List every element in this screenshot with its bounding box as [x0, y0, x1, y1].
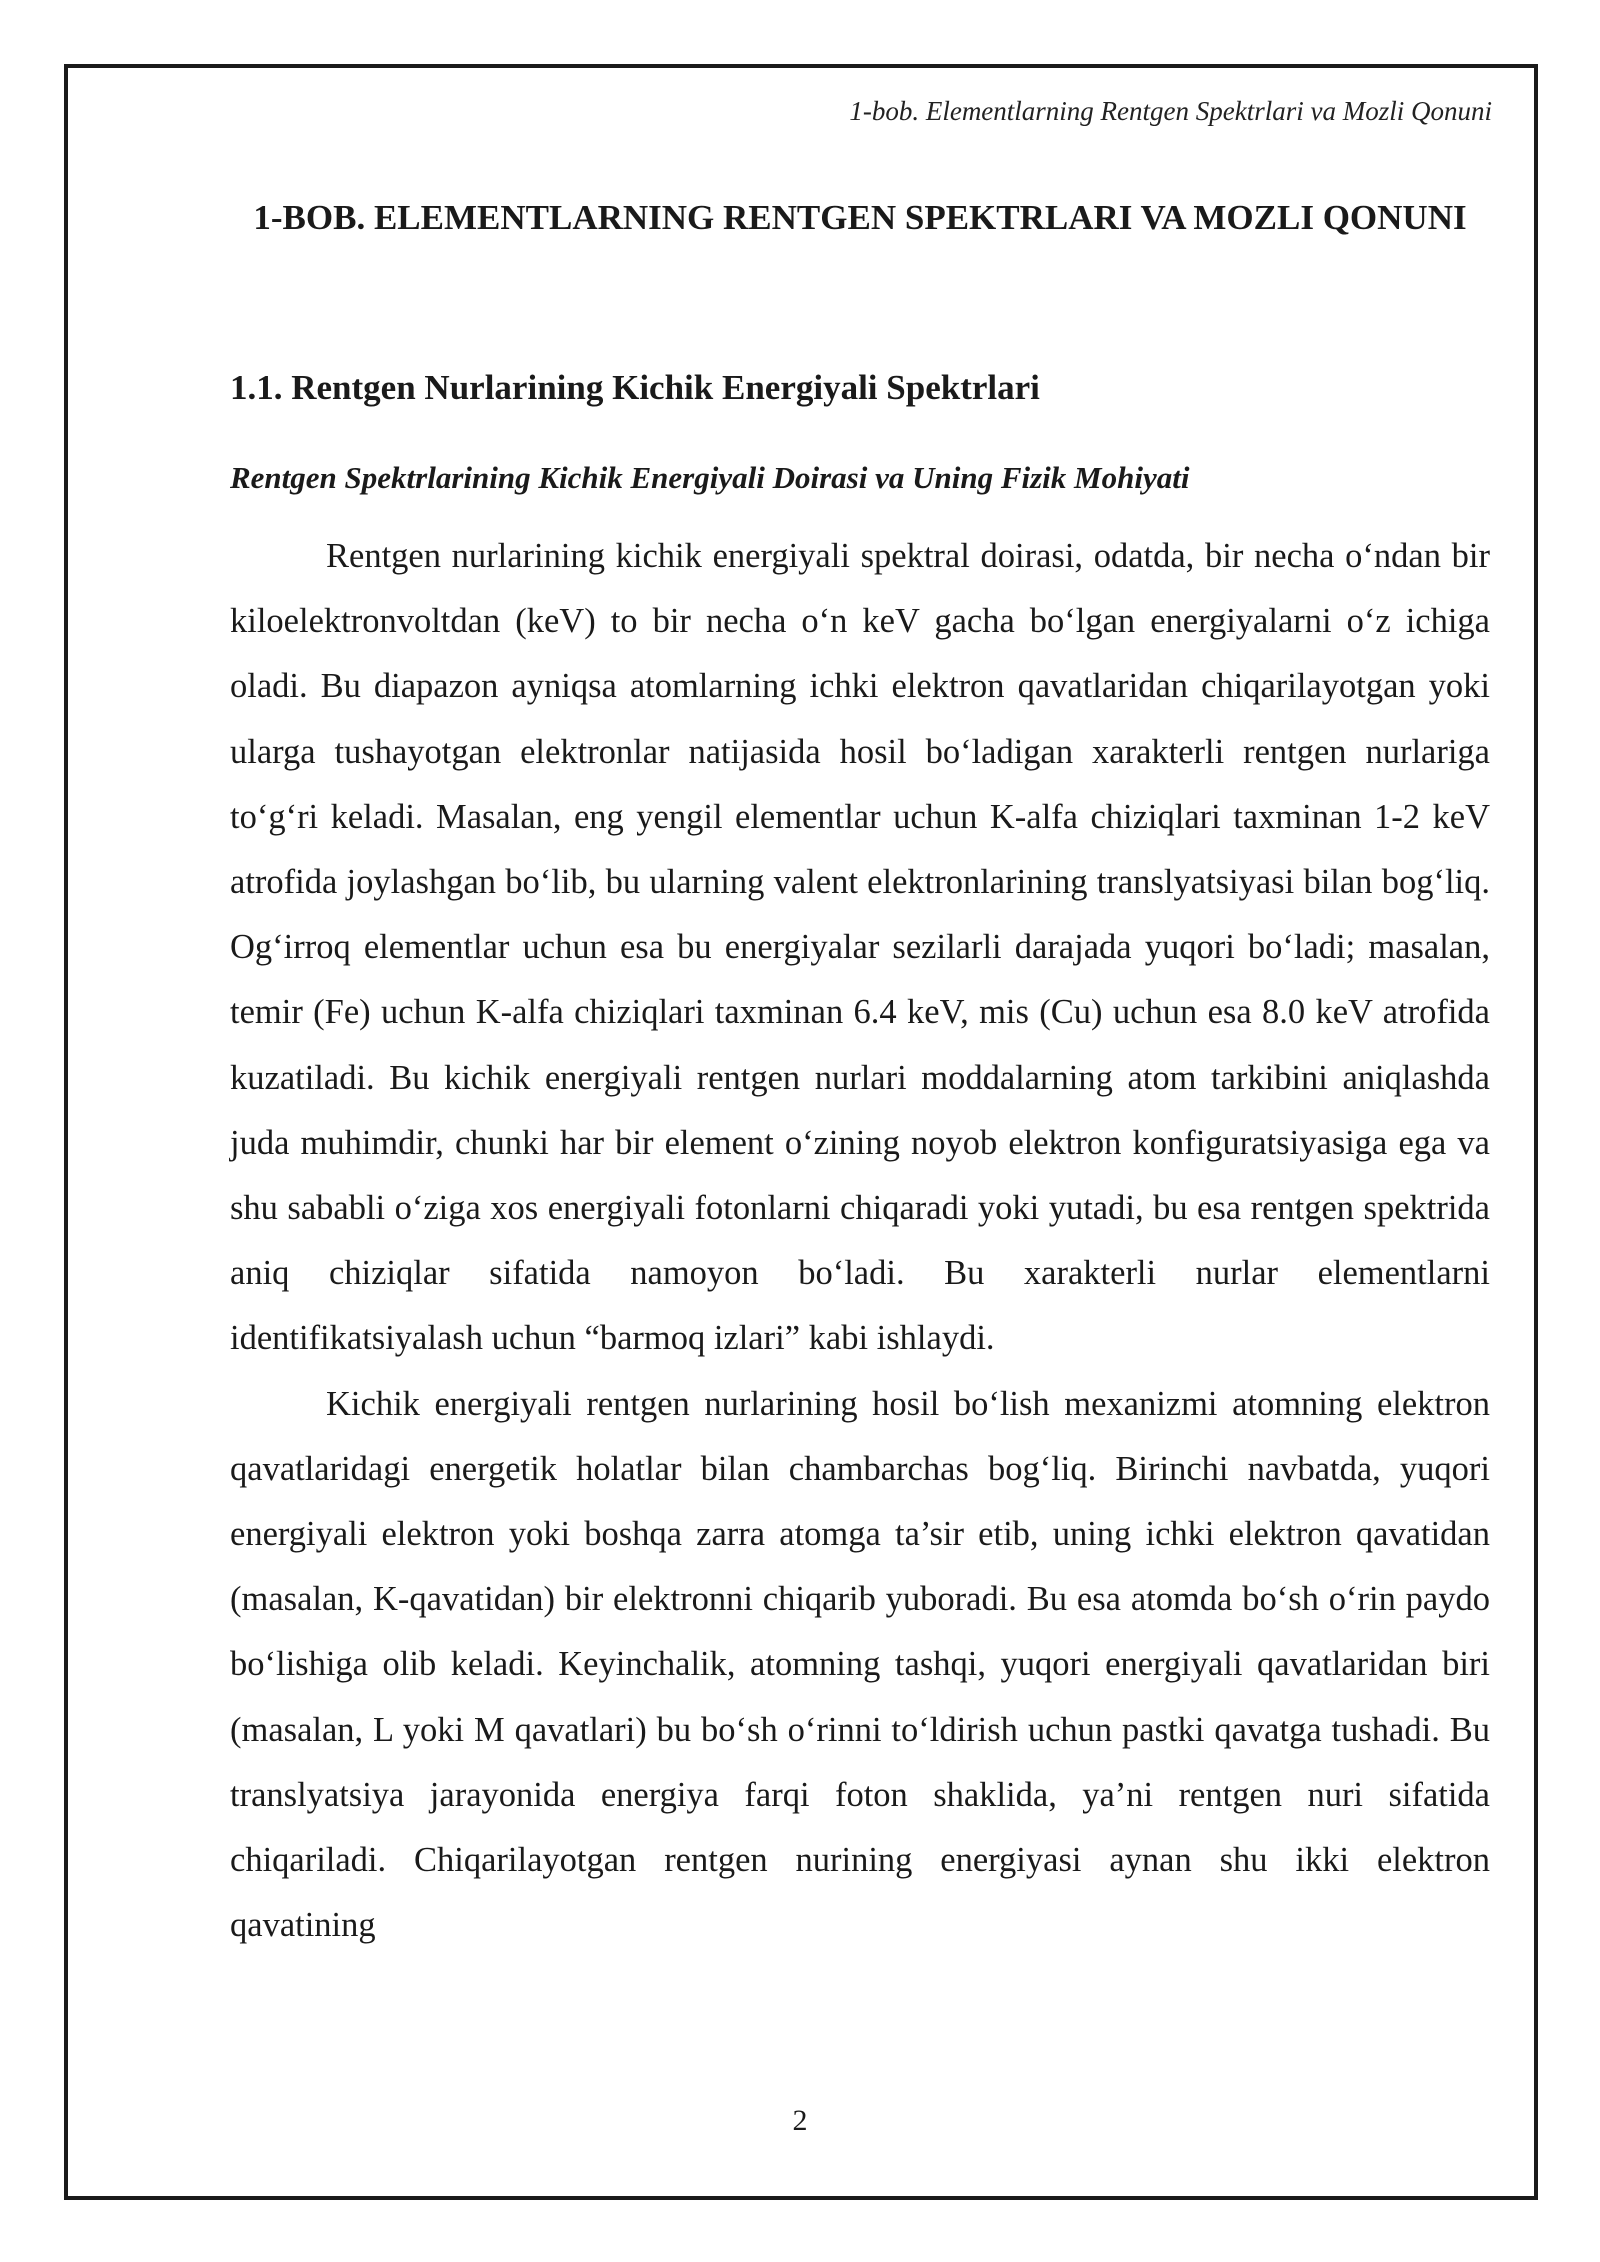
section-title: 1.1. Rentgen Nurlarining Kichik Energiyali Spektrlari	[230, 368, 1040, 407]
page-number: 2	[792, 2104, 808, 2137]
paragraph: Kichik energiyali rentgen nurlarining hosil bo‘lish mexanizmi atomning elektron qavatlaridagi energetik holatlar bilan chambarchas bog‘liq. Birinchi navbatda, yuqori energiyali elektron yoki boshqa zarra atomga ta’sir etib, uning ichki elektron qavatidan (masalan, K-qavatidan) bir elektronni chiqarib yuboradi. Bu esa atomda bo‘sh o‘rin paydo bo‘lishiga olib keladi. Keyinchalik, atomning tashqi, yuqori energiyali qavatlaridan biri (masalan, L yoki M qavatlari) bu bo‘sh o‘rinni to‘ldirish uchun pastki qavatga tushadi. Bu translyatsiya jarayonida energiya farqi foton shaklida, ya’ni rentgen nuri sifatida chiqariladi. Chiqarilayotgan rentgen nurining energiyasi aynan shu ikki elektron qavatining	[230, 1384, 1490, 1945]
paragraph: Rentgen nurlarining kichik energiyali spektral doirasi, odatda, bir necha o‘ndan bir kiloelektronvoltdan (keV) to bir necha o‘n keV gacha bo‘lgan energiyalarni o‘z ichiga oladi. Bu diapazon ayniqsa atomlarning ichki elektron qavatlaridan chiqarilayotgan yoki ularga tushayotgan elektronlar natijasida hosil bo‘ladigan xarakterli rentgen nurlariga to‘g‘ri keladi. Masalan, eng yengil elementlar uchun K-alfa chiziqlari taxminan 1-2 keV atrofida joylashgan bo‘lib, bu ularning valent elektronlarining translyatsiyasi bilan bog‘liq. Og‘irroq elementlar uchun esa bu energiyalar sezilarli darajada yuqori bo‘ladi; masalan, temir (Fe) uchun K-alfa chiziqlari taxminan 6.4 keV, mis (Cu) uchun esa 8.0 keV atrofida kuzatiladi. Bu kichik energiyali rentgen nurlari moddalarning atom tarkibini aniqlashda juda muhimdir, chunki har bir element o‘zining noyob elektron konfiguratsiyasiga ega va shu sababli o‘ziga xos energiyali fotonlarni chiqaradi yoki yutadi, bu esa rentgen spektrida aniq chiziqlar sifatida namoyon bo‘ladi. Bu xarakterli nurlar elementlarni identifikatsiyalash uchun “barmoq izlari” kabi ishlaydi.	[230, 537, 1490, 1358]
body-text	[230, 524, 1490, 1958]
running-header: 1-bob. Elementlarning Rentgen Spektrlari va Mozli Qonuni	[849, 96, 1492, 126]
chapter-title: 1-BOB. ELEMENTLARNING RENTGEN SPEKTRLARI VA MOZLI QONUNI	[253, 198, 1467, 237]
subsection-title: Rentgen Spektrlarining Kichik Energiyali Doirasi va Uning Fizik Mohiyati	[230, 460, 1190, 495]
